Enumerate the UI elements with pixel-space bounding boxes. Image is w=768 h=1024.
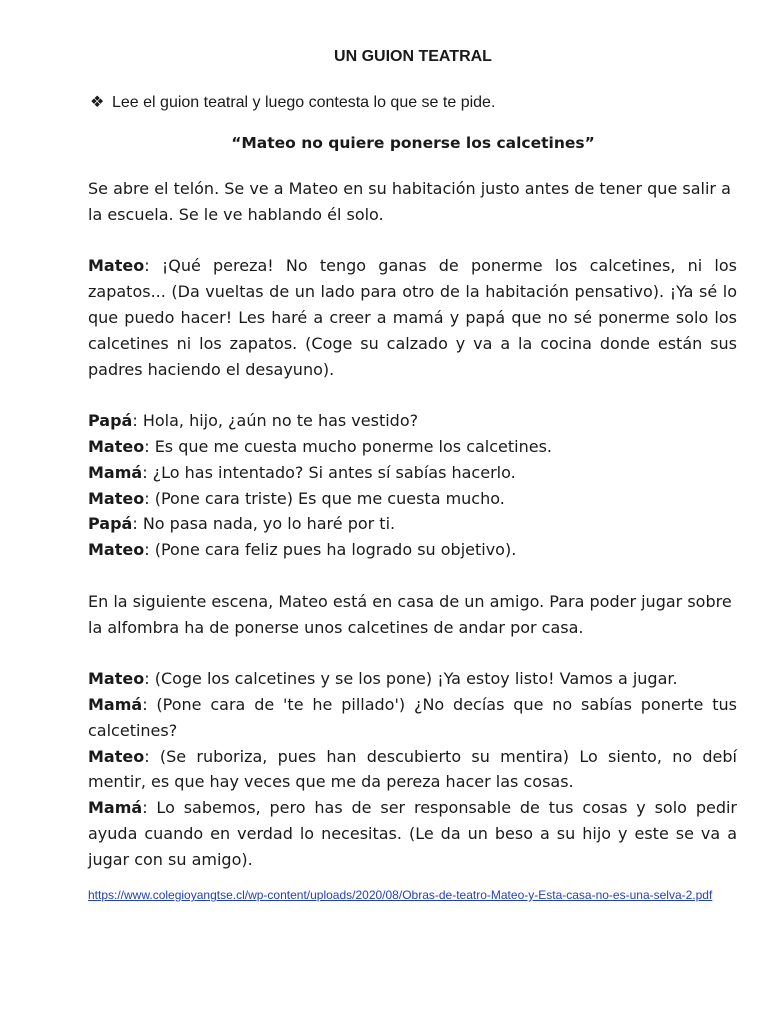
dialogue-line bbox=[88, 795, 737, 872]
dialogue-text: : ¡Qué pereza! No tengo ganas de ponerme los calcetines, ni los zapatos... (Da vueltas de un lado para otro de la habitación pensativo). ¡Ya sé lo que puedo hacer! Les haré a creer a mamá y papá que no sé ponerme solo los calcetines ni los zapatos. (Coge su calzado y va a la cocina donde están sus padres haciendo el desayuno). bbox=[88, 256, 737, 379]
dialogue-line bbox=[88, 511, 737, 537]
dialogue-line bbox=[88, 408, 737, 434]
dialogue-text: : (Pone cara feliz pues ha logrado su objetivo). bbox=[144, 540, 517, 560]
dialogue-text: : Lo sabemos, pero has de ser responsable de tus cosas y solo pedir ayuda cuando en verdad lo necesitas. (Le da un beso a su hijo y este se va a jugar con su amigo). bbox=[88, 798, 737, 869]
speaker-name: Papá bbox=[88, 411, 133, 431]
dialogue-text: : (Coge los calcetines y se los pone) ¡Ya estoy listo! Vamos a jugar. bbox=[144, 669, 678, 689]
dialogue-line bbox=[88, 744, 737, 796]
document-title: UN GUION TEATRAL bbox=[334, 48, 492, 65]
dialogue-line bbox=[88, 537, 737, 563]
dialogue-text: : (Pone cara triste) Es que me cuesta mucho. bbox=[144, 488, 505, 508]
dialogue-line bbox=[88, 486, 737, 512]
play-title: “Mateo no quiere ponerse los calcetines” bbox=[231, 134, 595, 152]
scene-1-dialogue bbox=[88, 408, 737, 563]
speaker-name: Mateo bbox=[88, 488, 145, 508]
speaker-name: Mateo bbox=[88, 746, 145, 766]
dialogue-line bbox=[88, 434, 737, 460]
dialogue-text: : No pasa nada, yo lo haré por ti. bbox=[132, 514, 396, 534]
dialogue-text: : Es que me cuesta mucho ponerme los calcetines. bbox=[144, 436, 552, 456]
diamond-bullet-icon: ❖ bbox=[90, 94, 105, 111]
speaker-name: Papá bbox=[88, 514, 133, 534]
speaker-name: Mateo bbox=[88, 540, 145, 560]
dialogue-text: : Hola, hijo, ¿aún no te has vestido? bbox=[132, 411, 419, 431]
source-link[interactable]: https://www.colegioyangtse.cl/wp-content/uploads/2020/08/Obras-de-teatro-Mateo-y-Esta-casa-no-es-una-selva-2.pdf bbox=[88, 888, 713, 902]
instruction-line bbox=[90, 92, 730, 112]
scene-2-dialogue bbox=[88, 666, 737, 872]
speaker-name: Mamá bbox=[88, 798, 143, 818]
intro-paragraph: Se abre el telón. Se ve a Mateo en su habitación justo antes de tener que salir a la escuela. Se le ve hablando él solo. bbox=[88, 179, 731, 224]
script-body bbox=[88, 176, 737, 873]
dialogue-text: : (Se ruboriza, pues han descubierto su mentira) Lo siento, no debí mentir, es que hay veces que me da pereza hacer las cosas. bbox=[88, 746, 737, 792]
dialogue-text: : ¿Lo has intentado? Si antes sí sabías hacerlo. bbox=[142, 462, 516, 482]
monologue-paragraph bbox=[88, 253, 737, 382]
speaker-name: Mateo bbox=[88, 669, 145, 689]
scene-change-paragraph: En la siguiente escena, Mateo está en casa de un amigo. Para poder jugar sobre la alfombra ha de ponerse unos calcetines de andar por casa. bbox=[88, 591, 732, 637]
dialogue-text: : (Pone cara de 'te he pillado') ¿No decías que no sabías ponerte tus calcetines? bbox=[88, 694, 737, 740]
speaker-name: Mateo bbox=[88, 436, 145, 456]
dialogue-line bbox=[88, 460, 737, 486]
dialogue-line bbox=[88, 692, 737, 744]
speaker-name: Mateo bbox=[88, 256, 145, 276]
speaker-name: Mamá bbox=[88, 462, 143, 482]
instruction-text: Lee el guion teatral y luego contesta lo que se te pide. bbox=[112, 94, 496, 111]
speaker-name: Mamá bbox=[88, 694, 143, 714]
dialogue-line bbox=[88, 666, 737, 692]
